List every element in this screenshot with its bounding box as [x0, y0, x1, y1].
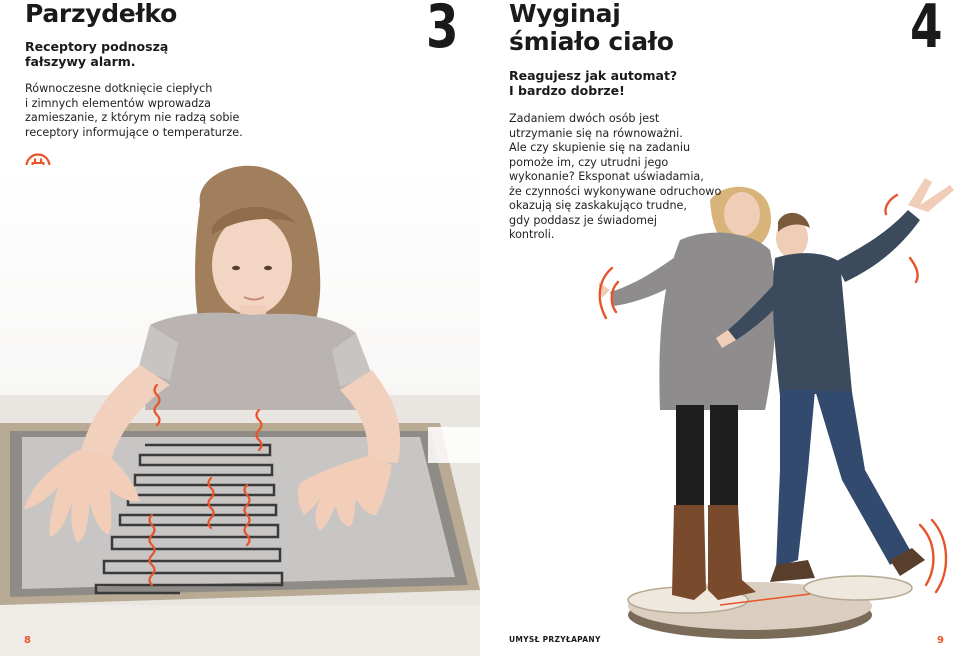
- balance-board-photo: [480, 0, 960, 656]
- left-page-body: Równoczesne dotknięcie ciepłych i zimnych elementów wprowadza zamieszanie, z którym nie radzą sobie receptory informujące o temperaturze.: [25, 82, 243, 139]
- page-number-right: 9: [937, 635, 944, 646]
- footer-section-label: UMYSŁ PRZYŁAPANY: [509, 635, 601, 644]
- right-page-subtitle: Reagujesz jak automat? I bardzo dobrze!: [509, 68, 678, 98]
- page-number-left: 8: [24, 635, 31, 646]
- right-page-body: Zadaniem dwóch osób jest utrzymanie się na równoważni. Ale czy skupienie się na zadaniu pomoże im, czy utrudni jego wykonanie? Eksponat uświadamia, że czynności wykonywane odruchowo okazują się zaskakująco trudne, gdy poddasz je świadomej kontroli.: [509, 112, 722, 241]
- left-page-title: Parzydełko: [25, 0, 177, 28]
- child-exhibit-photo: [0, 165, 480, 656]
- chapter-number-4: 4: [910, 0, 943, 62]
- left-page-subtitle: Receptory podnoszą fałszywy alarm.: [25, 39, 169, 69]
- right-page: [480, 0, 960, 656]
- right-page-title: Wyginaj śmiało ciało: [509, 0, 674, 56]
- chapter-number-3: 3: [426, 0, 459, 62]
